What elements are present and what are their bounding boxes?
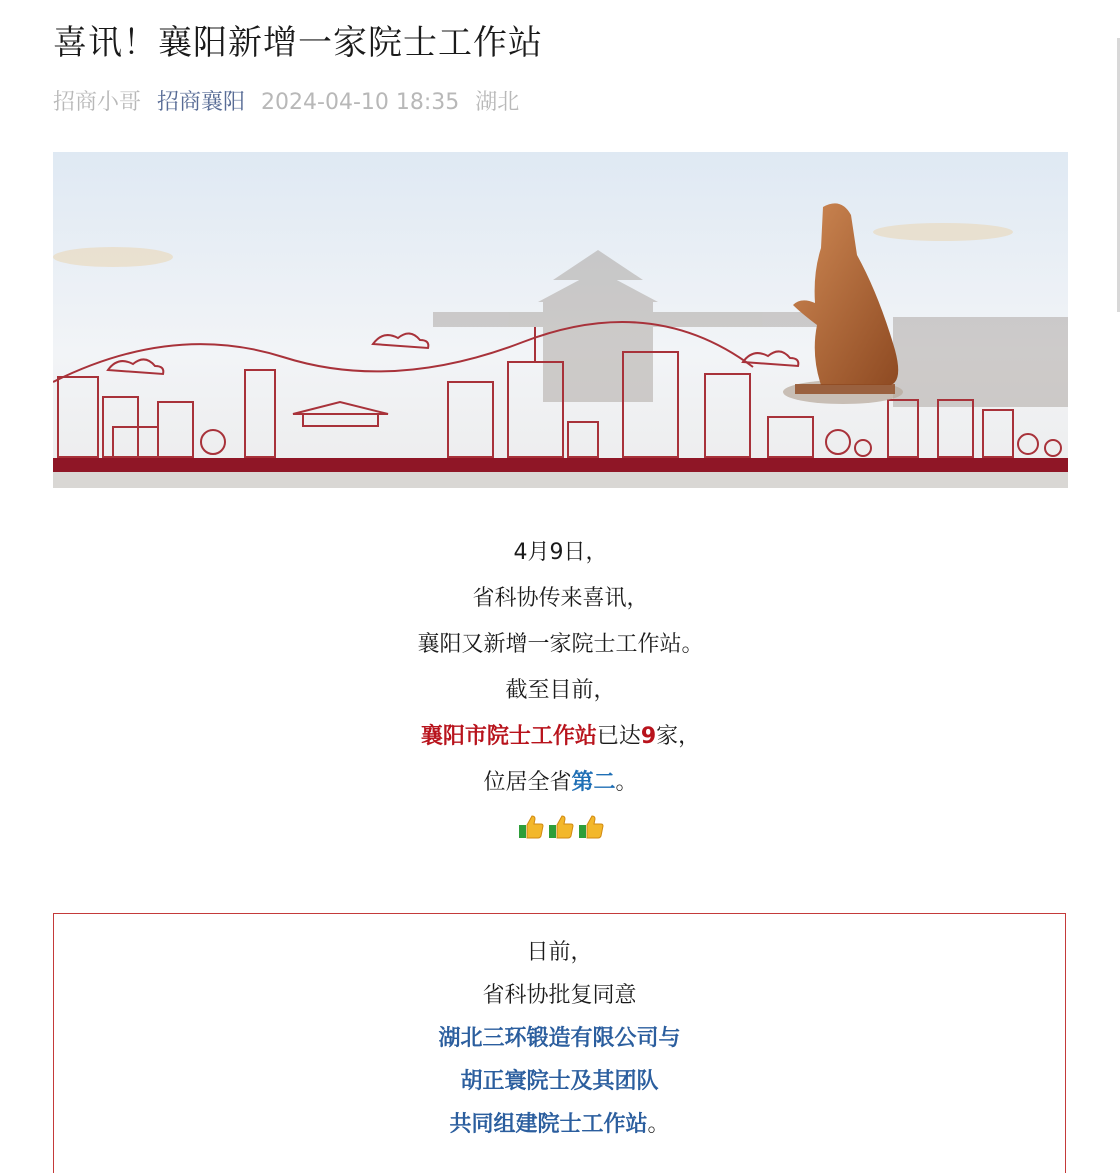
notice-station: 共同组建院士工作站 <box>449 1112 648 1137</box>
paragraph: 截至目前， <box>505 678 616 703</box>
emoji-row <box>53 812 1068 840</box>
notice-line: 日前， <box>526 940 593 965</box>
notice-academician: 胡正寰院士及其团队 <box>460 1069 659 1094</box>
article-meta <box>53 88 1068 118</box>
article-body <box>53 530 1068 840</box>
notice-line <box>54 1103 1065 1146</box>
paragraph-rank <box>53 760 1068 806</box>
thumbs-up-icon <box>547 812 575 840</box>
highlight-station-name: 襄阳市院士工作站 <box>420 724 597 749</box>
account-link[interactable]: 招商襄阳 <box>157 90 246 115</box>
banner-image <box>53 152 1068 488</box>
author-name: 招商小哥 <box>53 90 142 115</box>
text-fragment: 家， <box>656 724 701 749</box>
article <box>53 0 1068 840</box>
paragraph: 省科协传来喜讯， <box>472 586 649 611</box>
publish-location: 湖北 <box>475 90 520 115</box>
paragraph: 襄阳又新增一家院士工作站。 <box>417 632 704 657</box>
text-fragment: 已达 <box>596 724 641 749</box>
publish-time: 2024-04-10 18:35 <box>261 90 460 115</box>
highlight-count: 9 <box>640 724 657 749</box>
highlight-rank: 第二 <box>571 770 616 795</box>
thumbs-up-icon <box>517 812 545 840</box>
text-fragment: 位居全省 <box>483 770 572 795</box>
text-fragment: 。 <box>615 770 638 795</box>
article-title: 喜讯！襄阳新增一家院士工作站 <box>53 23 543 63</box>
notice-box <box>53 913 1066 1173</box>
notice-company: 湖北三环锻造有限公司与 <box>438 1026 681 1051</box>
paragraph-highlight <box>53 714 1068 760</box>
paragraph: 4月9日， <box>513 540 608 565</box>
notice-line: 省科协批复同意 <box>482 983 637 1008</box>
thumbs-up-icon <box>577 812 605 840</box>
text-fragment: 。 <box>647 1112 670 1137</box>
